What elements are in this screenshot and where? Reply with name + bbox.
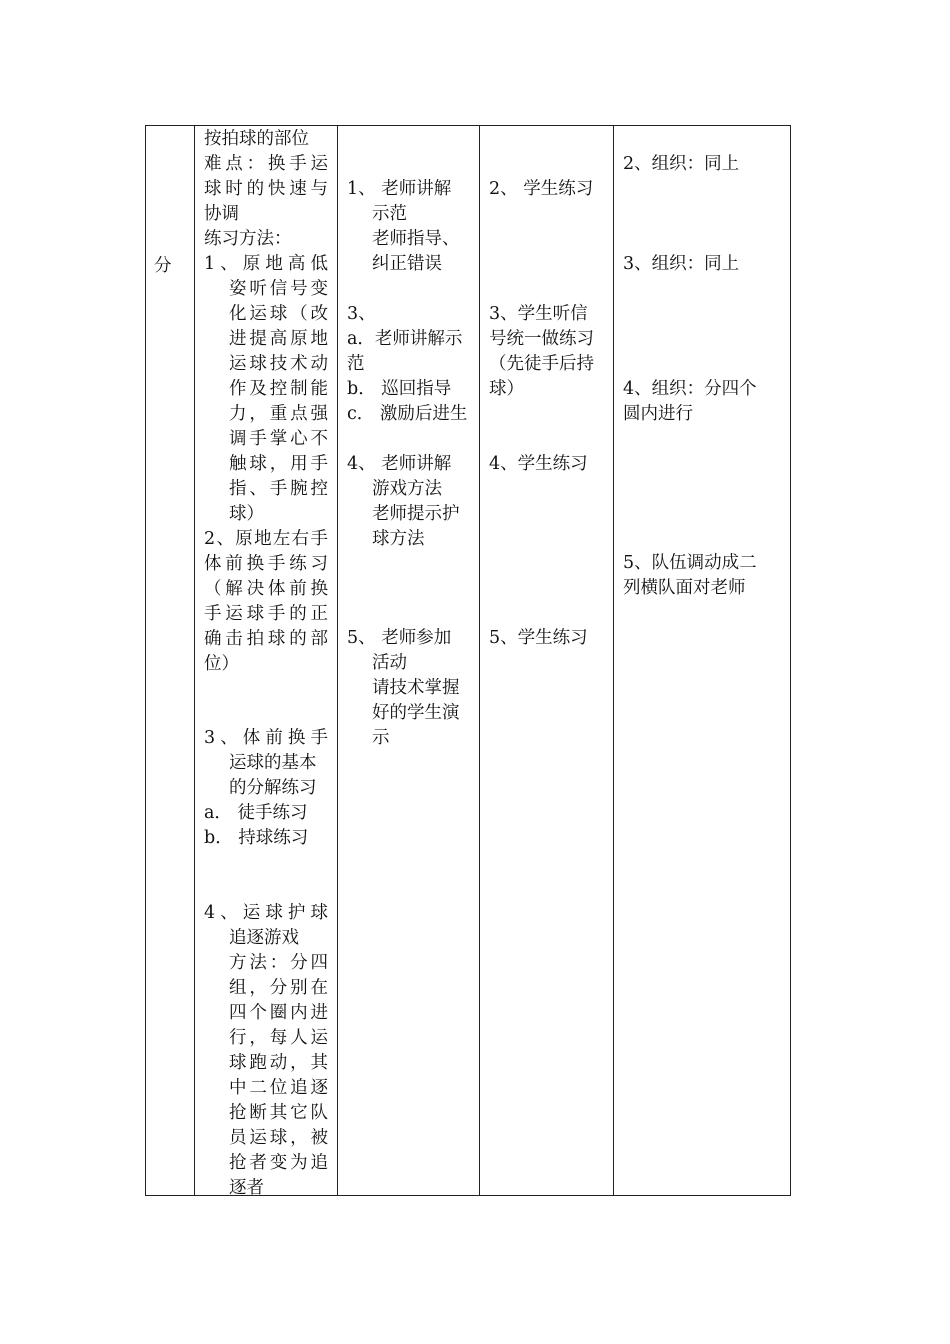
section-label: 分 xyxy=(154,256,172,276)
content-line: 球） xyxy=(229,504,264,524)
teacher-line: 球方法 xyxy=(372,529,425,549)
content-line: b． 持球练习 xyxy=(204,828,309,848)
content-line: a． 徒手练习 xyxy=(204,803,308,823)
content-line: 进提高原地 xyxy=(229,329,328,349)
content-line: 练习方法： xyxy=(204,229,292,249)
content-line: 调手掌心不 xyxy=(229,429,328,449)
content-line: 球时的快速与 xyxy=(204,179,328,199)
content-line: 球跑动，其 xyxy=(229,1053,328,1073)
teacher-line: 4、 老师讲解 xyxy=(347,454,452,474)
content-cell xyxy=(195,126,338,1196)
teacher-line: 示 xyxy=(372,728,390,748)
student-line: 球） xyxy=(489,379,524,399)
teacher-line: 示范 xyxy=(372,204,407,224)
content-line: 组，分别在 xyxy=(229,978,328,998)
teacher-activity-cell xyxy=(338,126,480,1196)
teacher-line: b． 巡回指导 xyxy=(347,379,452,399)
organization-line: 3、组织：同上 xyxy=(623,254,740,274)
content-line: 按拍球的部位 xyxy=(204,129,309,149)
content-line: 化运球（改 xyxy=(229,304,328,324)
content-line: 运球的基本 xyxy=(229,753,317,773)
organization-line: 4、组织：分四个 xyxy=(623,379,757,399)
organization-line: 圆内进行 xyxy=(623,404,693,424)
teacher-line: 活动 xyxy=(372,653,407,673)
teacher-line: a．老师讲解示 xyxy=(347,329,463,349)
content-line: 抢断其它队 xyxy=(229,1103,328,1123)
student-line: 号统一做练习 xyxy=(489,329,594,349)
student-line: 4、学生练习 xyxy=(489,454,588,474)
teacher-line: 5、 老师参加 xyxy=(347,628,452,648)
teacher-line: 老师指导、 xyxy=(372,229,460,249)
teacher-line: 范 xyxy=(347,354,365,374)
student-line: 2、 学生练习 xyxy=(489,179,594,199)
student-line: 5、学生练习 xyxy=(489,628,588,648)
content-line: 2、原地左右手 xyxy=(204,529,328,549)
content-line: 中二位追逐 xyxy=(229,1078,328,1098)
content-line: 手运球手的正 xyxy=(204,604,328,624)
content-line: 确击拍球的部 xyxy=(204,629,328,649)
content-line: 方法：分四 xyxy=(229,953,328,973)
teacher-line: 老师提示护 xyxy=(372,504,460,524)
content-line: 抢者变为追 xyxy=(229,1153,328,1173)
teacher-line: 纠正错误 xyxy=(372,254,442,274)
content-line: 1、原地高低 xyxy=(204,254,328,274)
content-line: 姿听信号变 xyxy=(229,279,328,299)
organization-line: 列横队面对老师 xyxy=(623,578,746,598)
student-line: 3、学生听信 xyxy=(489,304,588,324)
section-cell xyxy=(146,126,195,1196)
content-line: 追逐游戏 xyxy=(229,928,299,948)
teacher-line: 好的学生演 xyxy=(372,703,460,723)
organization-line: 5、队伍调动成二 xyxy=(623,553,757,573)
content-line: 4、运球护球 xyxy=(204,903,328,923)
content-line: 位） xyxy=(204,654,239,674)
content-line: 行，每人运 xyxy=(229,1028,328,1048)
content-line: （解决体前换 xyxy=(204,579,328,599)
content-line: 触球，用手 xyxy=(229,454,328,474)
content-line: 的分解练习 xyxy=(229,778,317,798)
teacher-line: 1、 老师讲解 xyxy=(347,179,452,199)
student-activity-cell xyxy=(480,126,614,1196)
student-line: （先徒手后持 xyxy=(489,354,594,374)
content-line: 协调 xyxy=(204,204,239,224)
organization-cell xyxy=(614,126,791,1196)
content-line: 难点：换手运 xyxy=(204,154,328,174)
content-line: 3、体前换手 xyxy=(204,728,328,748)
teacher-line: 3、 xyxy=(347,304,376,324)
organization-line: 2、组织：同上 xyxy=(623,154,740,174)
content-line: 体前换手练习 xyxy=(204,554,328,574)
content-line: 四个圈内进 xyxy=(229,1003,328,1023)
content-line: 指、手腕控 xyxy=(229,479,328,499)
content-line: 作及控制能 xyxy=(229,379,328,399)
content-line: 力，重点强 xyxy=(229,404,328,424)
lesson-plan-table xyxy=(145,125,791,1196)
teacher-line: 请技术掌握 xyxy=(372,678,460,698)
content-line: 运球技术动 xyxy=(229,354,328,374)
content-line: 员运球，被 xyxy=(229,1128,328,1148)
teacher-line: 游戏方法 xyxy=(372,479,442,499)
teacher-line: c． 激励后进生 xyxy=(347,404,468,424)
content-line: 逐者 xyxy=(229,1178,264,1198)
